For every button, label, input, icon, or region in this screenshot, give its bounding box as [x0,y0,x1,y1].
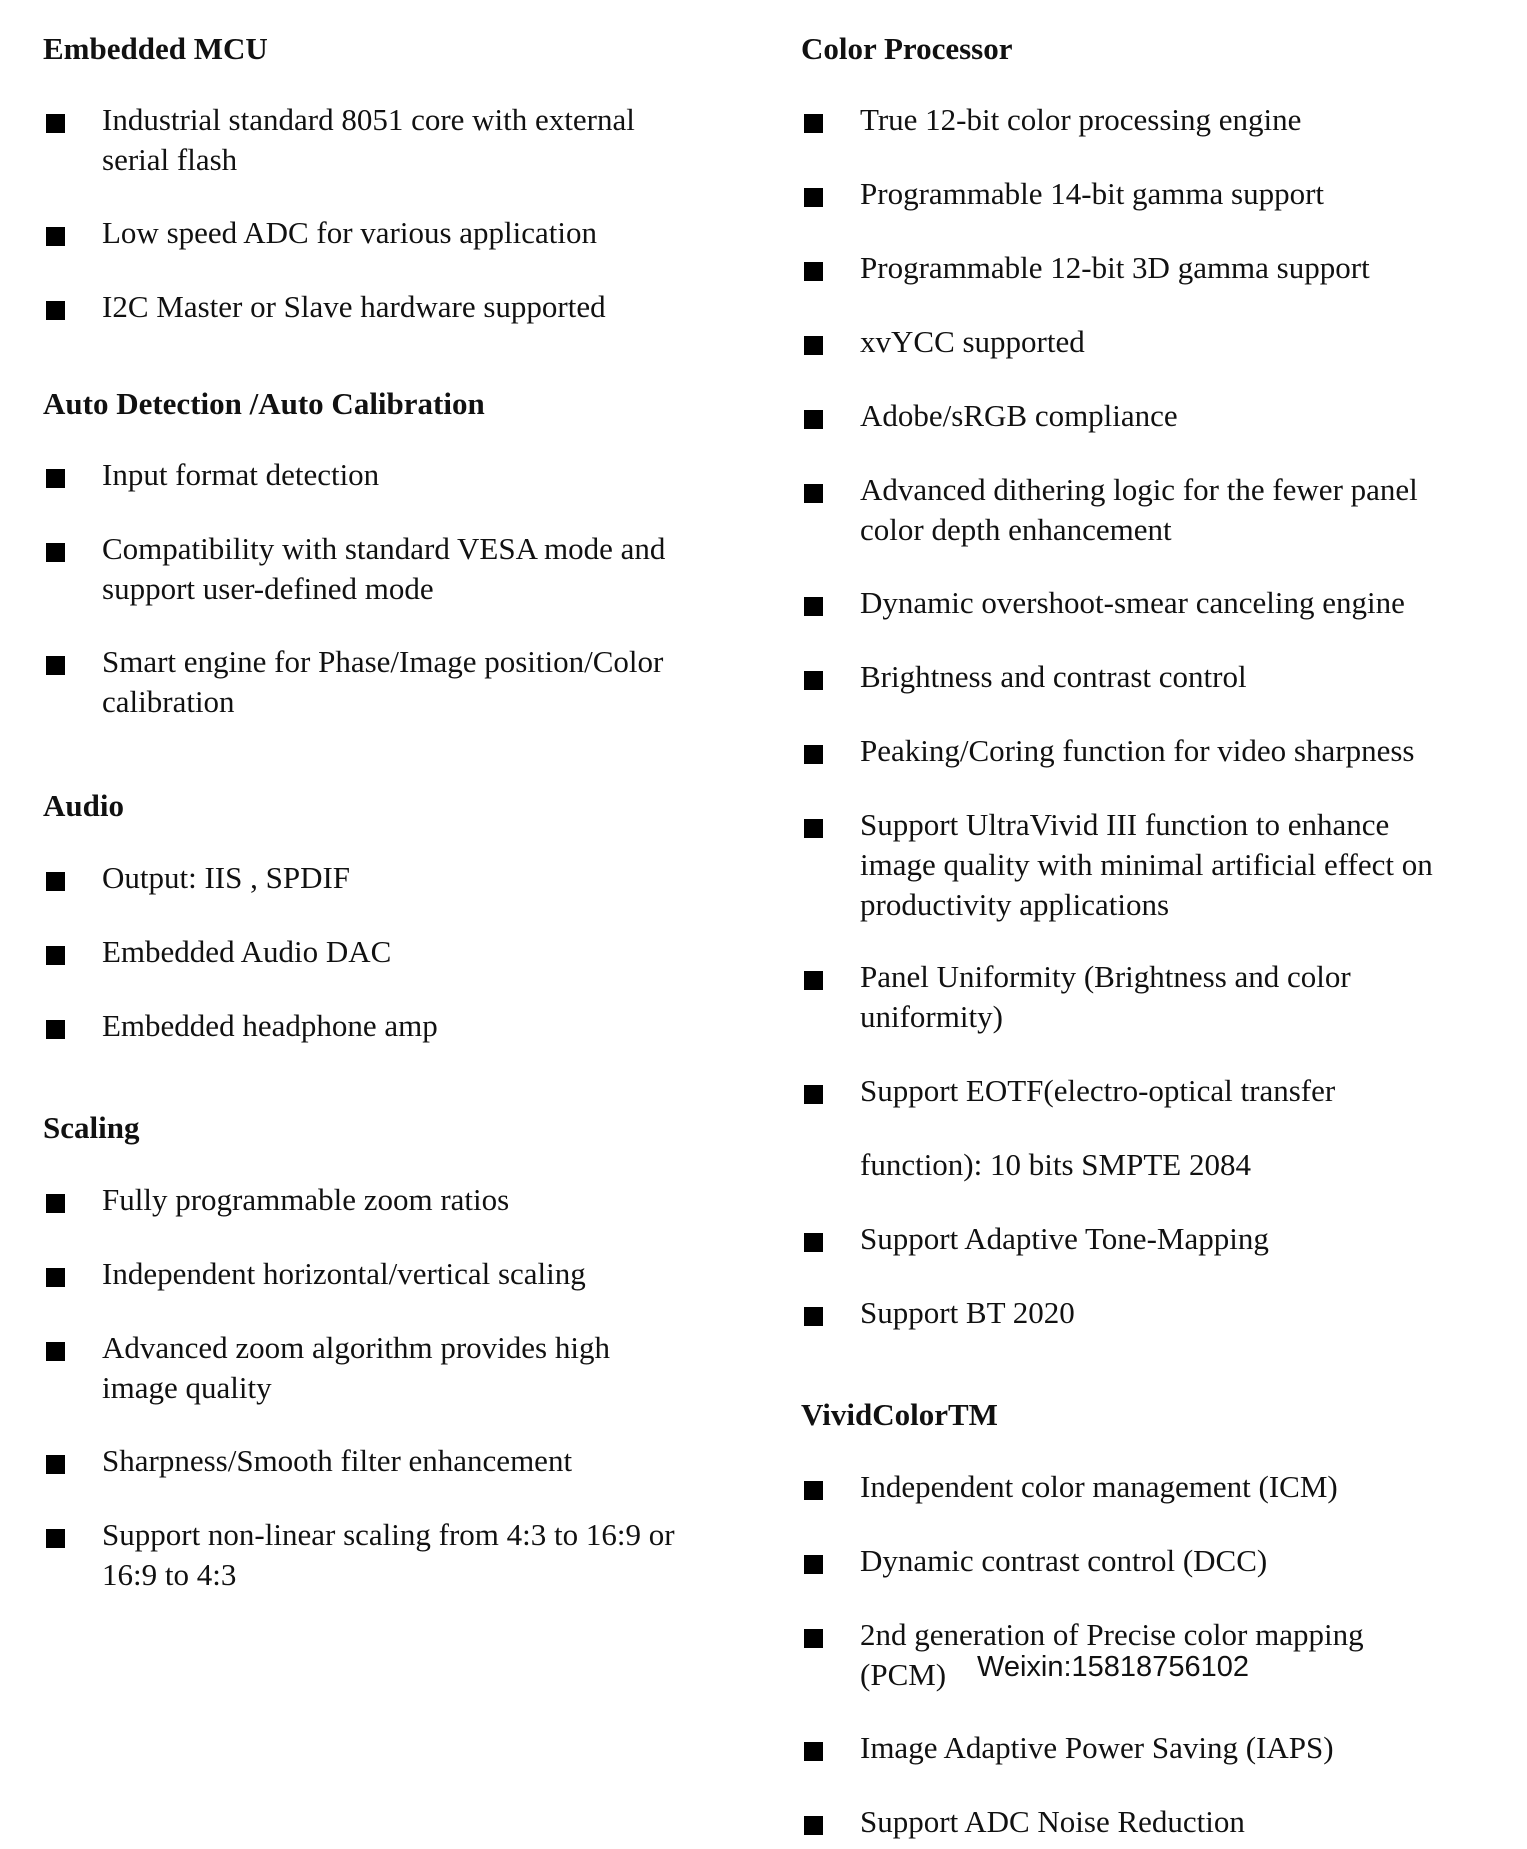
list-item-text: Programmable 12-bit 3D gamma support [860,250,1370,285]
list-item-text: I2C Master or Slave hardware supported [102,289,606,324]
section-title-audio: Audio [43,788,124,823]
list-item-text: Advanced zoom algorithm provides high image quality [102,1330,610,1405]
square-bullet-icon [804,1233,823,1252]
list-item-text: function): 10 bits SMPTE 2084 [860,1147,1251,1182]
section-title-vividcolor: VividColorTM [801,1397,998,1432]
list-item-text: Support ADC Noise Reduction [860,1804,1245,1839]
list-item-text: Support BT 2020 [860,1295,1075,1330]
list-item-text: Independent color management (ICM) [860,1469,1338,1504]
square-bullet-icon [46,1268,65,1287]
list-item-text: Dynamic contrast control (DCC) [860,1543,1268,1578]
list-item-text: Input format detection [102,457,380,492]
section-title-scaling: Scaling [43,1110,140,1145]
list-item-text: 2nd generation of Precise color mapping (PCM) [860,1617,1364,1692]
list-item-text: Support Adaptive Tone-Mapping [860,1221,1269,1256]
square-bullet-icon [46,114,65,133]
square-bullet-icon [804,188,823,207]
list-item-text: Low speed ADC for various application [102,215,598,250]
watermark-text: Weixin:15818756102 [977,1651,1249,1683]
square-bullet-icon [804,336,823,355]
square-bullet-icon [46,1455,65,1474]
list-item-text: Adobe/sRGB compliance [860,398,1178,433]
square-bullet-icon [804,1555,823,1574]
square-bullet-icon [804,484,823,503]
square-bullet-icon [804,1742,823,1761]
list-item-text: Independent horizontal/vertical scaling [102,1256,586,1291]
square-bullet-icon [46,227,65,246]
list-item-text: Image Adaptive Power Saving (IAPS) [860,1730,1334,1765]
list-item-text: xvYCC supported [860,324,1085,359]
list-item-text: Fully programmable zoom ratios [102,1182,510,1217]
section-title-auto-detection: Auto Detection /Auto Calibration [43,386,485,421]
square-bullet-icon [46,301,65,320]
square-bullet-icon [46,1342,65,1361]
square-bullet-icon [46,872,65,891]
list-item-text: Sharpness/Smooth filter enhancement [102,1443,573,1478]
square-bullet-icon [804,597,823,616]
list-item-text: Compatibility with standard VESA mode and support user-defined mode [102,531,666,606]
square-bullet-icon [804,262,823,281]
square-bullet-icon [804,819,823,838]
list-item-text: Advanced dithering logic for the fewer panel color depth enhancement [860,472,1418,547]
square-bullet-icon [804,671,823,690]
list-item-text: Support non-linear scaling from 4:3 to 16:9 or 16:9 to 4:3 [102,1517,675,1592]
square-bullet-icon [804,1085,823,1104]
list-item-text: Industrial standard 8051 core with external serial flash [102,102,635,177]
square-bullet-icon [804,745,823,764]
list-item-text: Panel Uniformity (Brightness and color uniformity) [860,959,1351,1034]
square-bullet-icon [46,469,65,488]
list-item-text: Output: IIS , SPDIF [102,860,351,895]
list-item-text: Support EOTF(electro-optical transfer [860,1073,1336,1108]
section-title-embedded-mcu: Embedded MCU [43,31,268,66]
square-bullet-icon [804,1629,823,1648]
square-bullet-icon [804,1816,823,1835]
list-item-text: Brightness and contrast control [860,659,1247,694]
list-item-text: Programmable 14-bit gamma support [860,176,1325,211]
list-item-text: Embedded headphone amp [102,1008,438,1043]
square-bullet-icon [46,656,65,675]
list-item-text: Smart engine for Phase/Image position/Color calibration [102,644,664,719]
square-bullet-icon [804,1307,823,1326]
square-bullet-icon [46,946,65,965]
list-item-text: Embedded Audio DAC [102,934,392,969]
square-bullet-icon [804,410,823,429]
list-item-text: True 12-bit color processing engine [860,102,1302,137]
list-item-text: Peaking/Coring function for video sharpness [860,733,1415,768]
list-item-text: Support UltraVivid III function to enhance image quality with minimal artificial effect on productivity applications [860,807,1433,922]
section-title-color-processor: Color Processor [801,31,1013,66]
square-bullet-icon [804,1481,823,1500]
square-bullet-icon [804,114,823,133]
list-item-text: Dynamic overshoot-smear canceling engine [860,585,1405,620]
square-bullet-icon [804,971,823,990]
square-bullet-icon [46,1529,65,1548]
square-bullet-icon [46,1194,65,1213]
square-bullet-icon [46,1020,65,1039]
square-bullet-icon [46,543,65,562]
